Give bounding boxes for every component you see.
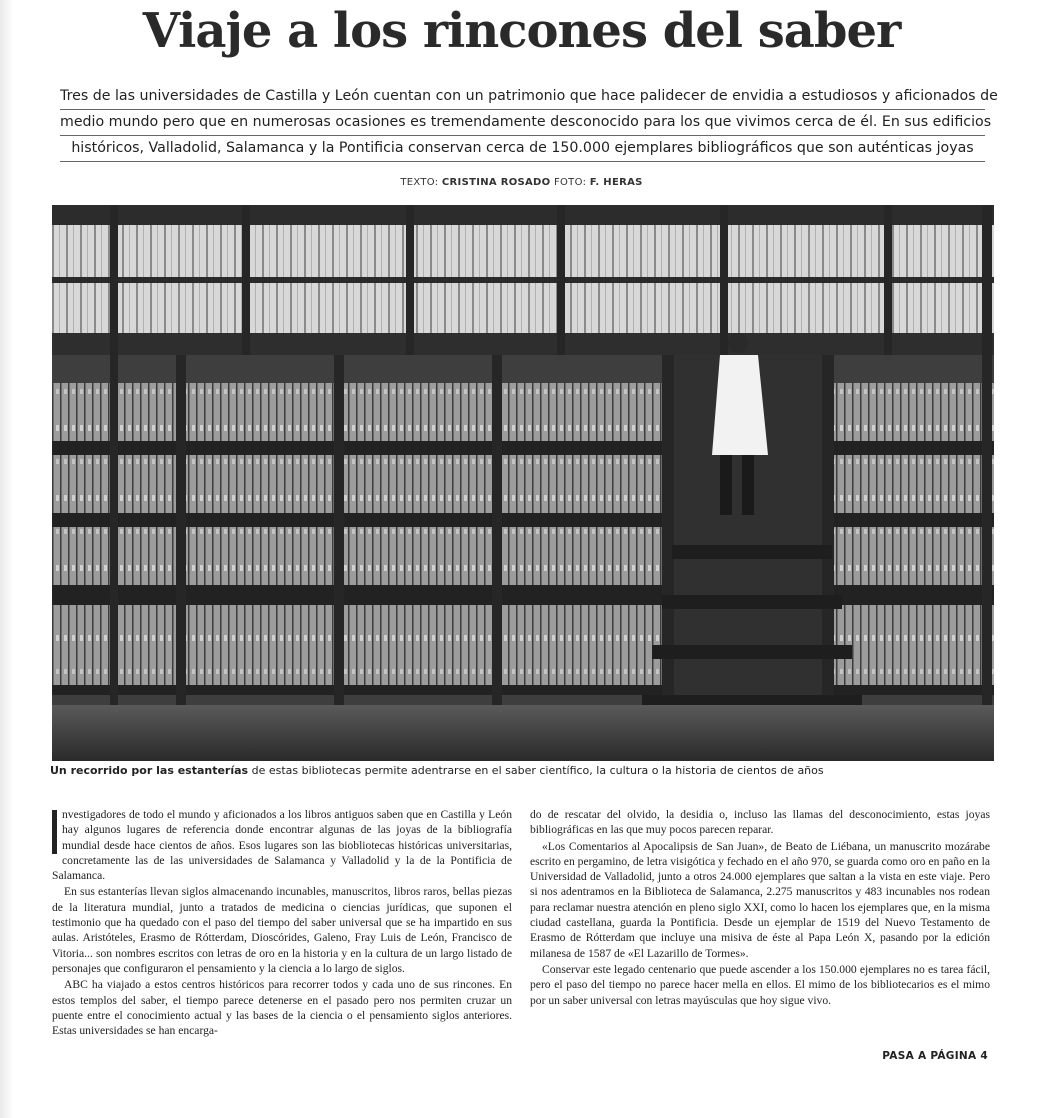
article-paragraph: «Los Comentarios al Apocalipsis de San Juan», de Beato de Liébana, un manuscrito mozárabe escrito en pergamino, de letra visigótica y fechado en el año 970, se guarda como oro en paño en la Universidad de Valladolid, junto a otros 24.000 ejemplares que saltan a la vista en este viaje. Pero si nos adentramos en la Biblioteca de Salamanca, 2.275 manuscritos y 483 incunables nos rodean para reclamar nuestra atención en pleno siglo XXI, como lo hacen los ejemplares que, en la misma ciudad castellana, guarda la Pontificia. Desde un ejemplar de 1519 del Nuevo Testamento de Erasmo de Rótterdam que incluye una misiva de éste al Papa León X, pasando por la edición milanesa de 1587 de «El Lazarillo de Tormes». <box>530 839 990 960</box>
text-author: CRISTINA ROSADO <box>441 177 551 188</box>
photo-caption <box>50 764 1000 777</box>
article-paragraph: ABC ha viajado a estos centros históricos para recorrer todos y cada uno de sus rincones. En estos templos del saber, el tiempo parece detenerse en el pasado pero nos permiten cruzar un puente entre el conocimiento actual y las bases de la ciencia o el pensamiento siglos anteriores. Estas universidades se han encarga- <box>52 978 512 1038</box>
caption-text: de estas bibliotecas permite adentrarse en el saber científico, la cultura o la historia de cientos de años <box>248 764 824 777</box>
article-paragraph: nvestigadores de todo el mundo y aficionados a los libros antiguos saben que en Castilla y León hay algunos lugares de referencia donde encontrar algunas de las joyas de la bibliografía mundial desde hace cientos de años. Esos lugares son las biobliotecas históricas universitarias, concretamente las de las universidades de Salamanca y Valladolid y la de la Pontificia de Salamanca. <box>52 808 512 883</box>
library-photo-illustration <box>52 205 994 761</box>
text-label: TEXTO: <box>400 177 442 188</box>
headline: Viaje a los rincones del saber <box>142 3 901 59</box>
caption-lead: Un recorrido por las estanterías <box>50 764 249 777</box>
lead-line: históricos, Valladolid, Salamanca y la Pontificia conservan cerca de 150.000 ejemplares bibliográficos que son auténticas joyas <box>60 136 985 162</box>
article-column-2 <box>530 807 990 1009</box>
photo-author: F. HERAS <box>589 177 643 188</box>
drop-cap-i <box>52 810 57 854</box>
lead-line: medio mundo pero que en numerosas ocasiones es tremendamente desconocido para los que vivimos cerca de él. En sus edificios <box>60 110 985 136</box>
article-paragraph: do de rescatar del olvido, la desidia o, incluso las llamas del desconocimiento, estas joyas bibliográficas en las que muy pocos parecen reparar. <box>530 808 990 837</box>
page-fold-shadow <box>0 0 14 1118</box>
article-paragraph: Conservar este legado centenario que puede ascender a los 150.000 ejemplares no es tarea fácil, pero el paso del tiempo no parece hacer mella en ellos. El mimo de los bibliotecarios es el mimo por un saber universal con letras mayúsculas que hoy sigue vivo. <box>530 962 990 1007</box>
article-column-1 <box>52 807 512 1039</box>
byline <box>0 177 1043 188</box>
photo-label: FOTO: <box>550 177 590 188</box>
lead-line: Tres de las universidades de Castilla y León cuentan con un patrimonio que hace palidecer de envidia a estudiosos y aficionados de <box>60 84 985 110</box>
library-bookshelves-photo <box>52 205 994 761</box>
continue-jump: PASA A PÁGINA 4 <box>882 1050 988 1062</box>
lead-paragraph <box>60 84 998 162</box>
article-paragraph: En sus estanterías llevan siglos almacenando incunables, manuscritos, libros raros, bellas piezas de la literatura mundial, junto a tratados de medicina o ciencias jurídicas, que suponen el testimonio que ha quedado con el paso del tiempo del saber universal que se ha impartido en sus aulas. Aristóteles, Erasmo de Rótterdam, Dioscórides, Galeno, Fray Luis de León, Francisco de Vitoria... son nombres escritos con letras de oro en la historia y en la cultura de un largo listado de personajes que configuraron el pensamiento y la ciencia a lo largo de siglos. <box>52 885 512 975</box>
